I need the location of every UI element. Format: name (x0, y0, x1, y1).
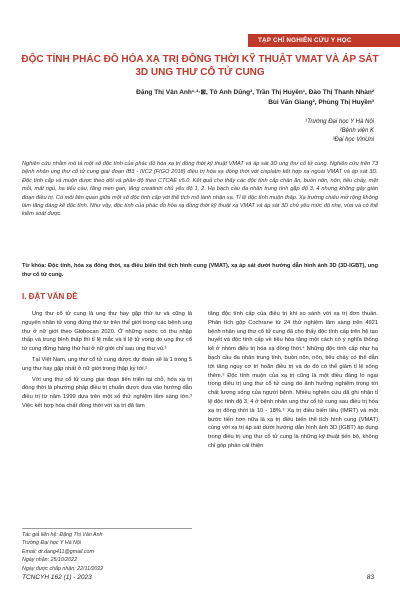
affiliation-list (174, 118, 374, 145)
affiliation-2: ²Bệnh viện K (339, 128, 374, 134)
author-line-2: Bùi Văn Giang², Phùng Thị Huyền³ (268, 99, 374, 106)
body-paragraph: Tại Việt Nam, ung thư cổ tử cung được dự đoán sẽ là 1 trong 5 ung thư hay gặp nhất ở nữ giới trong thập kỷ tới.² (22, 356, 192, 372)
footnote-line: Trường Đại học Y Hà Nội (22, 540, 81, 547)
page-number: 83 (366, 574, 374, 581)
footer-journal-issue: TCNCYH 162 (1) - 2023 (22, 574, 92, 581)
body-paragraph: Ung thư cổ tử cung là ung thư hay gặp thứ tư và cũng là nguyên nhân tử vong đứng thứ tư trên thế giới trong các bệnh ung thư ở nữ giới theo Globocan 2020. Ở những nước có thu nhập thấp và trung bình thấp thì tỉ lệ mắc và tỉ lệ tử vong do ung thư cổ tử cung đứng hàng thứ hai ở nữ giới chỉ sau ung thư vú.¹ (22, 311, 192, 353)
body-column-right (208, 310, 378, 453)
affiliation-1: ¹Trường Đại học Y Hà Nội (305, 119, 374, 125)
footnote-accepted-date: Ngày được chấp nhận: 22/11/2022 (22, 565, 104, 572)
keywords-text: Độc tính, hóa xạ đồng thời, xạ điều biến thể tích hình cung (VMAT), xạ áp sát dưới hướng dẫn hình ảnh 3D (3D-IGBT), ung thư cổ tử cung. (22, 263, 378, 278)
author-line-1: Đặng Thị Vân Anh¹·²·⊠, Tô Anh Dũng², Trần Thị Huyền¹, Đào Thị Thanh Nhàn² (136, 89, 374, 96)
body-paragraph: tăng độc tính cấp của điều trị khi so sánh với xạ trị đơn thuần. Phân tích gộp Cochrane từ 24 thử nghiệm lâm sàng trên 4921 bệnh nhân ung thư cổ tử cung đã cho thấy độc tính cấp trên hệ tạo huyết và độc tính cấp về tiêu hóa tăng một cách có ý nghĩa thống kê ở nhóm điều trị hóa xạ đồng thời.⁴ Những độc tính cấp như hạ bạch cầu đa nhân trung tính, buồn nôn, nôn, tiêu chảy có thể dẫn tới tăng nguy cơ trì hoãn điều trị và do đó có thể giảm tỉ lệ sống thêm.⁵ Độc tính muộn của xạ trị cũng là một điều đáng lo ngại trong điều trị ung thư cổ tử cung do ảnh hưởng nghiêm trọng tới chất lượng sống của người bệnh. Nhiều nghiên cứu đã ghi nhận tỉ lệ độc tính độ 3, 4 ở bệnh nhân ung thư cổ tử cung sau điều trị hóa xạ trị đồng thời là 10 - 18%.⁶ Xạ trị điều biến liều (IMRT) và một bước tiến hơn nữa là xạ trị điều biến thể tích hình cung (VMAT) cùng với xạ trị áp sát dưới hướng dẫn hình ảnh 3D (IGBT) áp dụng trong điều trị ung thư cổ tử cung là những kỹ thuật tiến bộ, không chỉ góp phần cải thiện (208, 311, 378, 449)
section-heading: I. ĐẶT VẤN ĐỀ (22, 292, 78, 301)
footnote-email: Email: dr.dang411@gmail.com (22, 548, 94, 555)
footnote-line: Tác giả liên hệ: Đặng Thị Vân Anh (22, 532, 103, 538)
article-title: ĐỘC TÍNH PHÁC ĐỒ HÓA XẠ TRỊ ĐỒNG THỜI KỸ THUẬT VMAT VÀ ÁP SÁT 3D UNG THƯ CỔ TỬ CUNG (21, 54, 379, 78)
author-list (34, 88, 374, 108)
journal-section-tab: TẠP CHÍ NGHIÊN CỨU Y HỌC (248, 34, 400, 47)
footnote-received-date: Ngày nhận: 25/10/2022 (22, 557, 78, 564)
body-column-left (22, 310, 192, 413)
abstract: Nghiên cứu nhằm mô tả một số độc tính của phác đồ hóa xạ trị đồng thời kỹ thuật VMAT và áp sát 3D ung thư cổ tử cung. Nghiên cứu trên 73 bệnh nhân ung thư cổ tử cung giai đoạn IB3 - IIIC2 (FIGO 2018) điều trị hóa xạ đồng thời với cisplatin kết hợp xạ ngoài VMAT và áp sát 3D. Độc tính cấp và muộn được theo dõi và phân độ theo CTCAE v5.0. Kết quả cho thấy các độc tính cấp chân ăn, buồn nôn, nôn, tiêu chảy, mệt mỏi, mất ngủ, hạ tiểu cầu, tăng men gan, tăng creatinin chủ yếu độ 1, 2. Hạ bạch cầu đa nhân trung tính gặp độ 3, 4 nhưng không gây gián đoạn điều trị. Có mối liên quan giữa một số độc tính cấp với thể tích mô lành nhận xạ. Tỉ lệ độc tính muộn thấp. Xạ trường chiếu mở rộng không làm tăng đáng kể độc tính. Như vậy, độc tính của phác đồ hóa xạ đồng thời kỹ thuật xạ VMAT và áp sát 3D chủ yếu mức độ nhẹ, vừa và có thể kiểm soát được. (22, 161, 378, 218)
body-paragraph: Với ung thư cổ tử cung giai đoạn tiến triển tại chỗ, hóa xạ trị đồng thời là phương pháp điều trị chuẩn được đưa vào hướng dẫn điều trị từ năm 1999 dựa trên một số thử nghiệm lâm sàng lớn.³ Việc kết hợp hóa chất đồng thời với xạ trị đã làm (22, 376, 192, 409)
corresponding-author-footnote (22, 528, 192, 573)
keywords (22, 262, 378, 279)
keywords-label: Từ khóa: (22, 263, 47, 269)
affiliation-3: ³Đại học VinUni (332, 137, 374, 143)
